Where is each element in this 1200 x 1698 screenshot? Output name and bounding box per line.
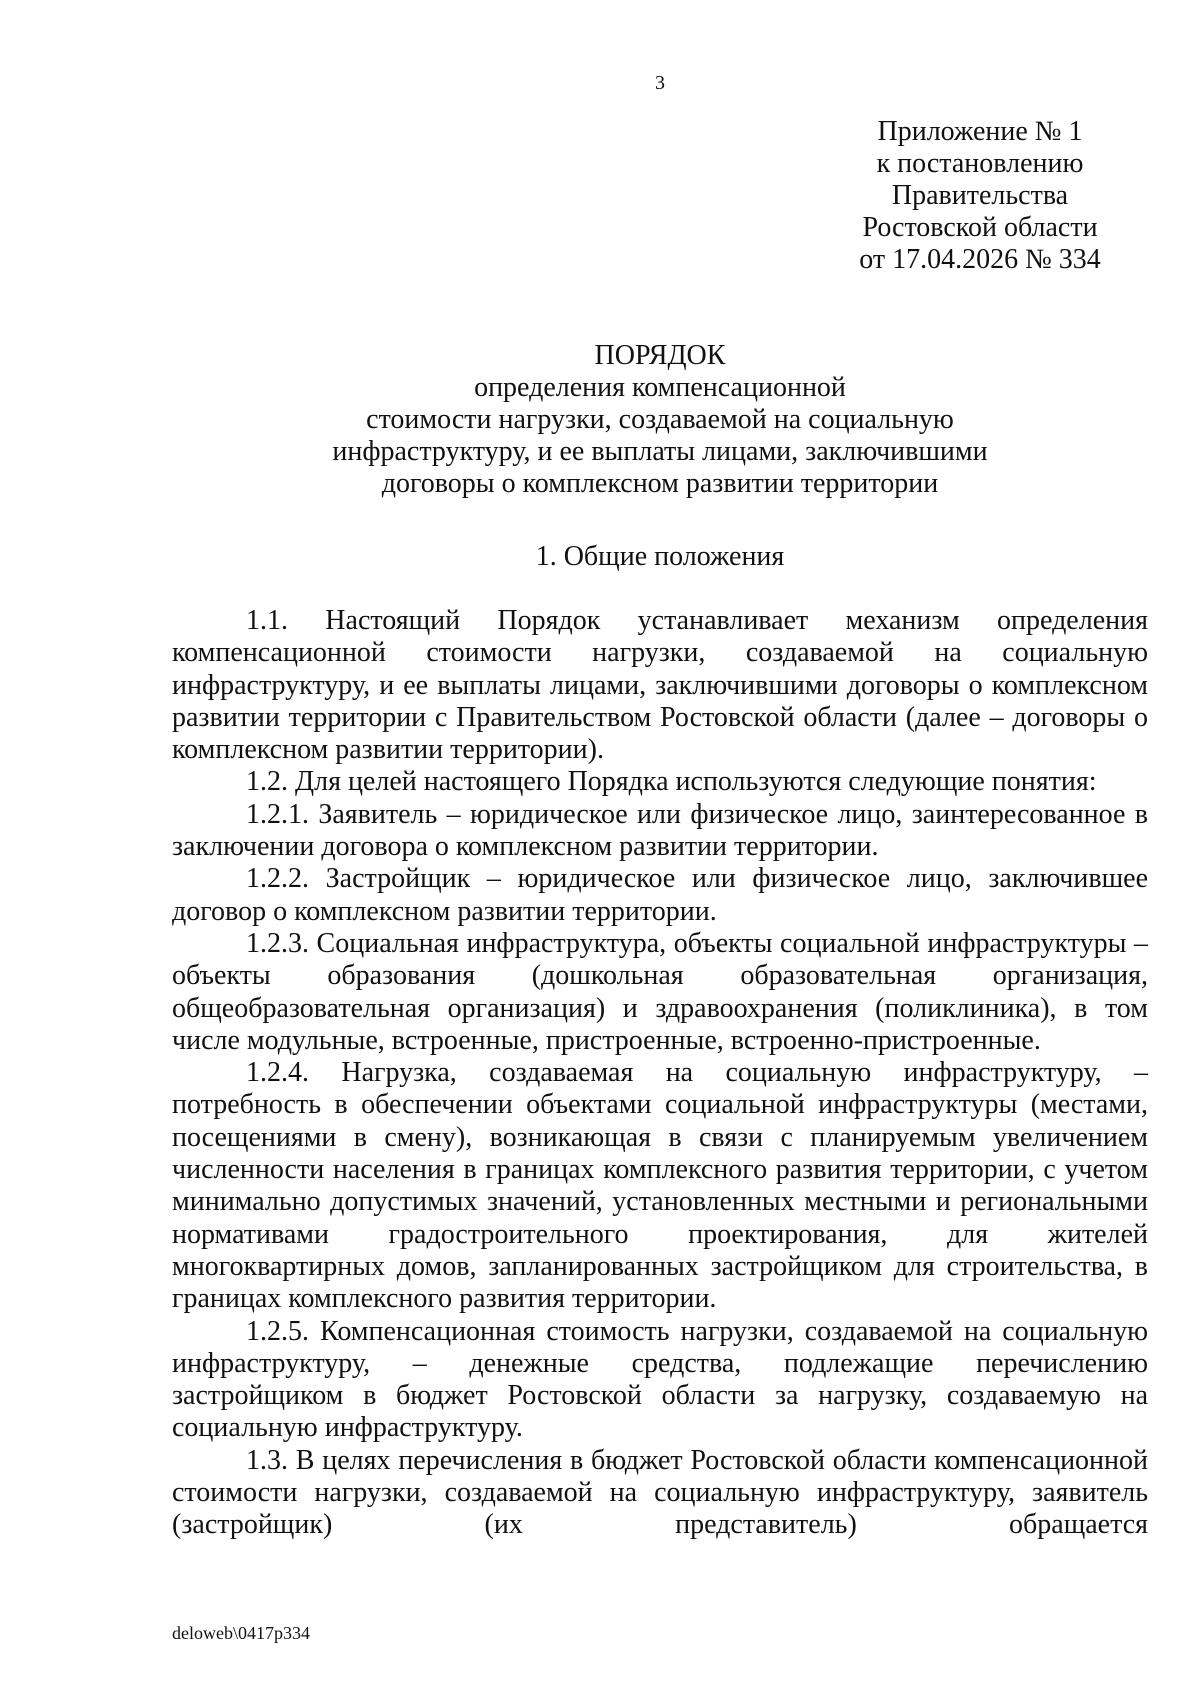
appendix-line: Правительства [891,180,1069,211]
title-subtitle-line: определения компенсационной [474,372,846,403]
paragraph-1-1: 1.1. Настоящий Порядок устанавливает механизм определения компенсационной стоимости нагрузки, создаваемой на социальную инфраструктуру, и ее выплаты лицами, заключившими договоры о комплексном развитии территории с Правительством Ростовской области (далее – договоры о комплексном развитии территории). [172,605,1148,766]
paragraph-1-2-2: 1.2.2. Застройщик – юридическое или физическое лицо, заключившее договор о комплексном развитии территории. [172,863,1148,927]
appendix-line: Приложение № 1 [877,116,1083,147]
paragraph-1-2-3: 1.2.3. Социальная инфраструктура, объекты социальной инфраструктуры – объекты образования (дошкольная образовательная организация, общеобразовательная организация) и здравоохранения (поликлиника), в том числе модульные, встроенные, пристроенные, встроенно-пристроенные. [172,927,1148,1056]
title-subtitle-line: инфраструктуру, и ее выплаты лицами, заключившими [332,436,988,467]
title-subtitle-line: договоры о комплексном развитии территории [381,468,939,499]
paragraph-1-2: 1.2. Для целей настоящего Порядка используются следующие понятия: [246,766,1097,798]
paragraph-1-3: 1.3. В целях перечисления в бюджет Ростовской области компенсационной стоимости нагрузки, создаваемой на социальную инфраструктуру, заявитель (застройщик) (их представитель) обращается [172,1444,1148,1541]
paragraph-1-2-1: 1.2.1. Заявитель – юридическое или физическое лицо, заинтересованное в заключении договора о комплексном развитии территории. [172,798,1148,863]
body-text [172,605,1148,1542]
appendix-block [830,116,1130,276]
document-title [0,340,1200,500]
appendix-line: Ростовской области [862,212,1098,243]
title-subtitle-line: стоимости нагрузки, создаваемой на социальную [366,404,954,435]
paragraph-1-2-4: 1.2.4. Нагрузка, создаваемая на социальную инфраструктуру, – потребность в обеспечении объектами социальной инфраструктуры (местами, посещениями в смену), возникающая в связи с планируемым увеличением численности населения в границах комплексного развития территории, с учетом минимально допустимых значений, установленных местными и региональными нормативами градостроительного проектирования, для жителей многоквартирных домов, запланированных застройщиком для строительства, в границах комплексного развития территории. [172,1057,1148,1315]
paragraph-1-2-5: 1.2.5. Компенсационная стоимость нагрузки, создаваемой на социальную инфраструктуру, – денежные средства, подлежащие перечислению застройщиком в бюджет Ростовской области за нагрузку, создаваемую на социальную инфраструктуру. [172,1315,1148,1444]
appendix-line: к постановлению [876,148,1084,179]
footer-document-code: deloweb\0417p334 [172,1623,310,1643]
page-number: 3 [655,72,665,94]
appendix-line: от 17.04.2026 № 334 [859,244,1101,275]
section-heading: 1. Общие положения [535,541,785,572]
title-heading: ПОРЯДОК [594,340,726,371]
